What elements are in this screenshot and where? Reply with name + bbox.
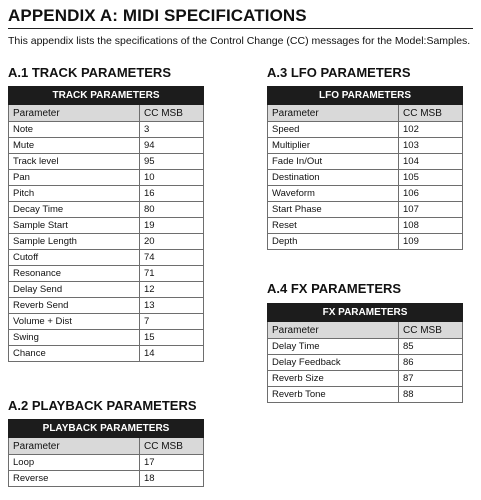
cc-msb-value: 105	[399, 170, 463, 186]
cc-msb-value: 3	[140, 122, 204, 138]
table-header-row	[268, 322, 463, 339]
cc-msb-value: 15	[140, 330, 204, 346]
cc-msb-value: 102	[399, 122, 463, 138]
parameter-name: Delay Feedback	[268, 355, 399, 371]
cc-msb-value: 71	[140, 266, 204, 282]
parameter-name: Resonance	[9, 266, 140, 282]
parameter-name: Mute	[9, 138, 140, 154]
parameter-name: Cutoff	[9, 250, 140, 266]
lfo-parameters-table	[267, 86, 463, 250]
column-header-parameter: Parameter	[9, 105, 140, 122]
parameter-name: Chance	[9, 346, 140, 362]
section-heading-fx: A.4 FX PARAMETERS	[267, 281, 402, 296]
cc-msb-value: 17	[140, 455, 204, 471]
table-caption: TRACK PARAMETERS	[9, 87, 204, 105]
table-row	[9, 202, 204, 218]
parameter-name: Reverb Send	[9, 298, 140, 314]
table-header-row	[268, 105, 463, 122]
column-header-cc-msb: CC MSB	[399, 322, 463, 339]
track-parameters-table	[8, 86, 204, 362]
column-header-parameter: Parameter	[268, 105, 399, 122]
cc-msb-value: 104	[399, 154, 463, 170]
parameter-name: Pitch	[9, 186, 140, 202]
title-rule	[8, 28, 473, 29]
parameter-name: Loop	[9, 455, 140, 471]
section-heading-track: A.1 TRACK PARAMETERS	[8, 65, 171, 80]
playback-parameters-table	[8, 419, 204, 487]
cc-msb-value: 19	[140, 218, 204, 234]
parameter-name: Destination	[268, 170, 399, 186]
table-row	[9, 455, 204, 471]
cc-msb-value: 86	[399, 355, 463, 371]
parameter-name: Note	[9, 122, 140, 138]
cc-msb-value: 16	[140, 186, 204, 202]
parameter-name: Reset	[268, 218, 399, 234]
table-row	[9, 170, 204, 186]
cc-msb-value: 7	[140, 314, 204, 330]
table-row	[9, 471, 204, 487]
table-header-row	[9, 438, 204, 455]
parameter-name: Reverb Size	[268, 371, 399, 387]
parameter-name: Pan	[9, 170, 140, 186]
cc-msb-value: 109	[399, 234, 463, 250]
cc-msb-value: 94	[140, 138, 204, 154]
table-header-row	[9, 105, 204, 122]
parameter-name: Decay Time	[9, 202, 140, 218]
parameter-name: Sample Length	[9, 234, 140, 250]
table-row	[9, 346, 204, 362]
cc-msb-value: 108	[399, 218, 463, 234]
table-row	[268, 387, 463, 403]
column-header-cc-msb: CC MSB	[399, 105, 463, 122]
section-heading-lfo: A.3 LFO PARAMETERS	[267, 65, 411, 80]
table-row	[9, 250, 204, 266]
cc-msb-value: 13	[140, 298, 204, 314]
parameter-name: Volume + Dist	[9, 314, 140, 330]
parameter-name: Waveform	[268, 186, 399, 202]
column-header-cc-msb: CC MSB	[140, 438, 204, 455]
table-row	[9, 314, 204, 330]
table-caption: PLAYBACK PARAMETERS	[9, 420, 204, 438]
column-header-cc-msb: CC MSB	[140, 105, 204, 122]
parameter-name: Depth	[268, 234, 399, 250]
parameter-name: Delay Time	[268, 339, 399, 355]
parameter-name: Speed	[268, 122, 399, 138]
table-row	[268, 371, 463, 387]
cc-msb-value: 74	[140, 250, 204, 266]
cc-msb-value: 14	[140, 346, 204, 362]
table-row	[268, 138, 463, 154]
cc-msb-value: 87	[399, 371, 463, 387]
parameter-name: Start Phase	[268, 202, 399, 218]
table-row	[9, 122, 204, 138]
fx-parameters-table	[267, 303, 463, 403]
table-row	[268, 218, 463, 234]
parameter-name: Swing	[9, 330, 140, 346]
table-row	[268, 339, 463, 355]
page-title: APPENDIX A: MIDI SPECIFICATIONS	[8, 6, 307, 25]
cc-msb-value: 10	[140, 170, 204, 186]
cc-msb-value: 80	[140, 202, 204, 218]
column-header-parameter: Parameter	[268, 322, 399, 339]
cc-msb-value: 106	[399, 186, 463, 202]
table-row	[9, 298, 204, 314]
table-caption: FX PARAMETERS	[268, 304, 463, 322]
cc-msb-value: 88	[399, 387, 463, 403]
table-row	[268, 170, 463, 186]
table-row	[9, 218, 204, 234]
table-row	[9, 266, 204, 282]
cc-msb-value: 85	[399, 339, 463, 355]
cc-msb-value: 95	[140, 154, 204, 170]
table-row	[268, 202, 463, 218]
table-row	[268, 154, 463, 170]
table-row	[9, 138, 204, 154]
intro-text: This appendix lists the specifications of the Control Change (CC) messages for the Model:Samples.	[8, 35, 471, 47]
table-row	[268, 186, 463, 202]
cc-msb-value: 20	[140, 234, 204, 250]
cc-msb-value: 18	[140, 471, 204, 487]
table-row	[268, 234, 463, 250]
table-row	[9, 282, 204, 298]
table-row	[9, 186, 204, 202]
table-row	[9, 154, 204, 170]
table-caption: LFO PARAMETERS	[268, 87, 463, 105]
section-heading-playback: A.2 PLAYBACK PARAMETERS	[8, 398, 197, 413]
parameter-name: Reverse	[9, 471, 140, 487]
table-row	[9, 330, 204, 346]
parameter-name: Multiplier	[268, 138, 399, 154]
table-row	[9, 234, 204, 250]
parameter-name: Track level	[9, 154, 140, 170]
parameter-name: Delay Send	[9, 282, 140, 298]
cc-msb-value: 107	[399, 202, 463, 218]
parameter-name: Sample Start	[9, 218, 140, 234]
table-row	[268, 122, 463, 138]
parameter-name: Fade In/Out	[268, 154, 399, 170]
table-row	[268, 355, 463, 371]
cc-msb-value: 12	[140, 282, 204, 298]
parameter-name: Reverb Tone	[268, 387, 399, 403]
cc-msb-value: 103	[399, 138, 463, 154]
column-header-parameter: Parameter	[9, 438, 140, 455]
